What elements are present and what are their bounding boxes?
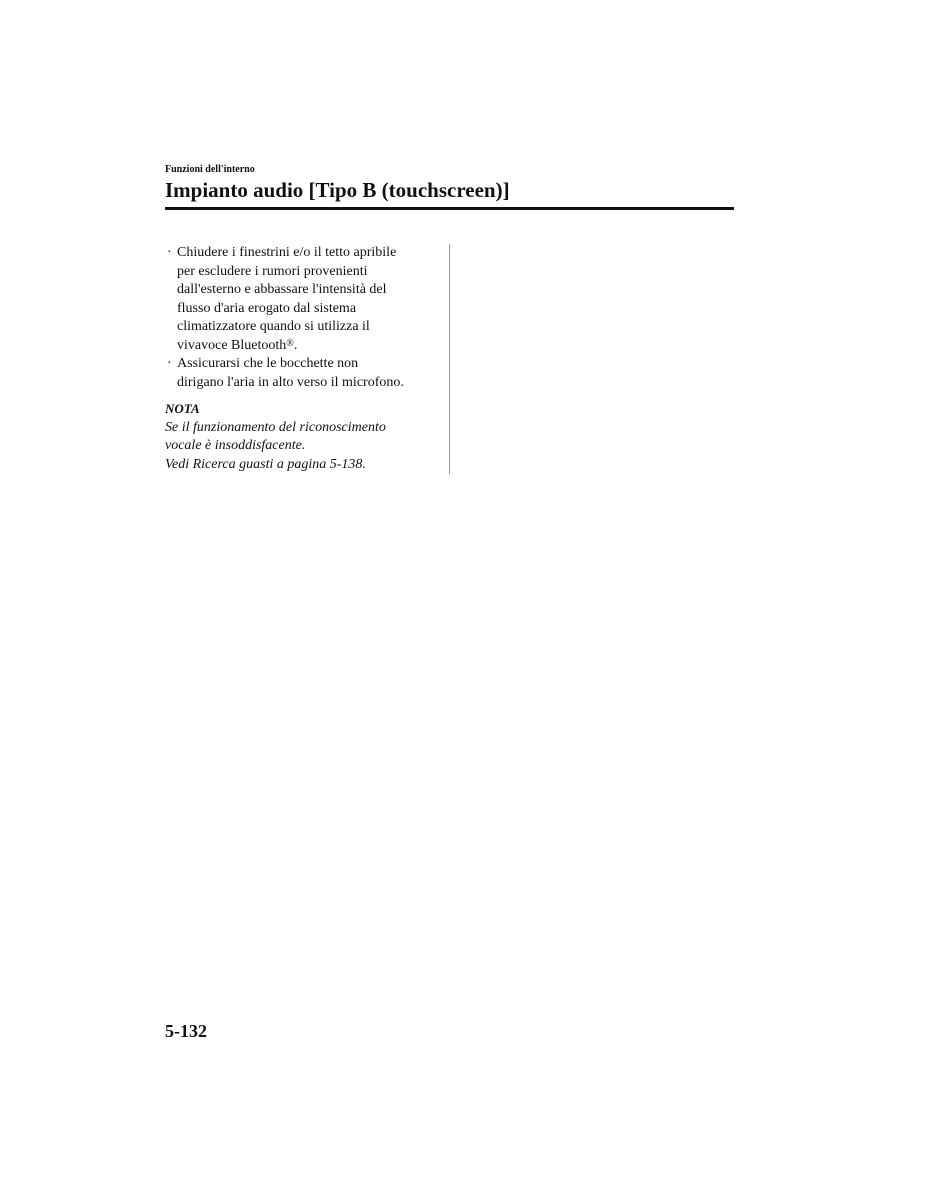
left-column [165,244,440,474]
text-line: dirigano l'aria in alto verso il microfono. [177,374,404,390]
note-line: vocale è insoddisfacente. [165,438,306,453]
bullet-mark: · [167,245,172,260]
text-line: per escludere i rumori provenienti [177,263,368,279]
text-line: Assicurarsi che le bocchette non [177,356,359,371]
text-line: flusso d'aria erogato dal sistema [177,300,357,316]
bullet-text [177,355,440,392]
section-label: Funzioni dell'interno [165,164,255,175]
text-suffix: . [293,337,298,353]
page-title: Impianto audio [Tipo B (touchscreen)] [165,178,510,202]
note-line: Vedi Ricerca guasti a pagina 5-138. [165,456,366,472]
text-line: vivavoce Bluetooth [177,337,287,353]
bullet-list [165,244,440,392]
column-divider [449,244,450,474]
bullet-text [177,244,440,355]
text-line: dall'esterno e abbassare l'intensità del [177,282,387,297]
page-number: 5-132 [165,1021,207,1041]
note-block [165,400,440,474]
bullet-mark: · [167,356,172,371]
title-rule [165,207,734,210]
text-line: climatizzatore quando si utilizza il [177,319,370,334]
note-line: Se il funzionamento del riconoscimento [165,419,386,435]
list-item [165,355,440,392]
note-title: NOTA [165,401,200,416]
list-item [165,244,440,355]
registered-mark: ® [286,337,294,349]
text-line: Chiudere i finestrini e/o il tetto apribile [177,245,397,260]
